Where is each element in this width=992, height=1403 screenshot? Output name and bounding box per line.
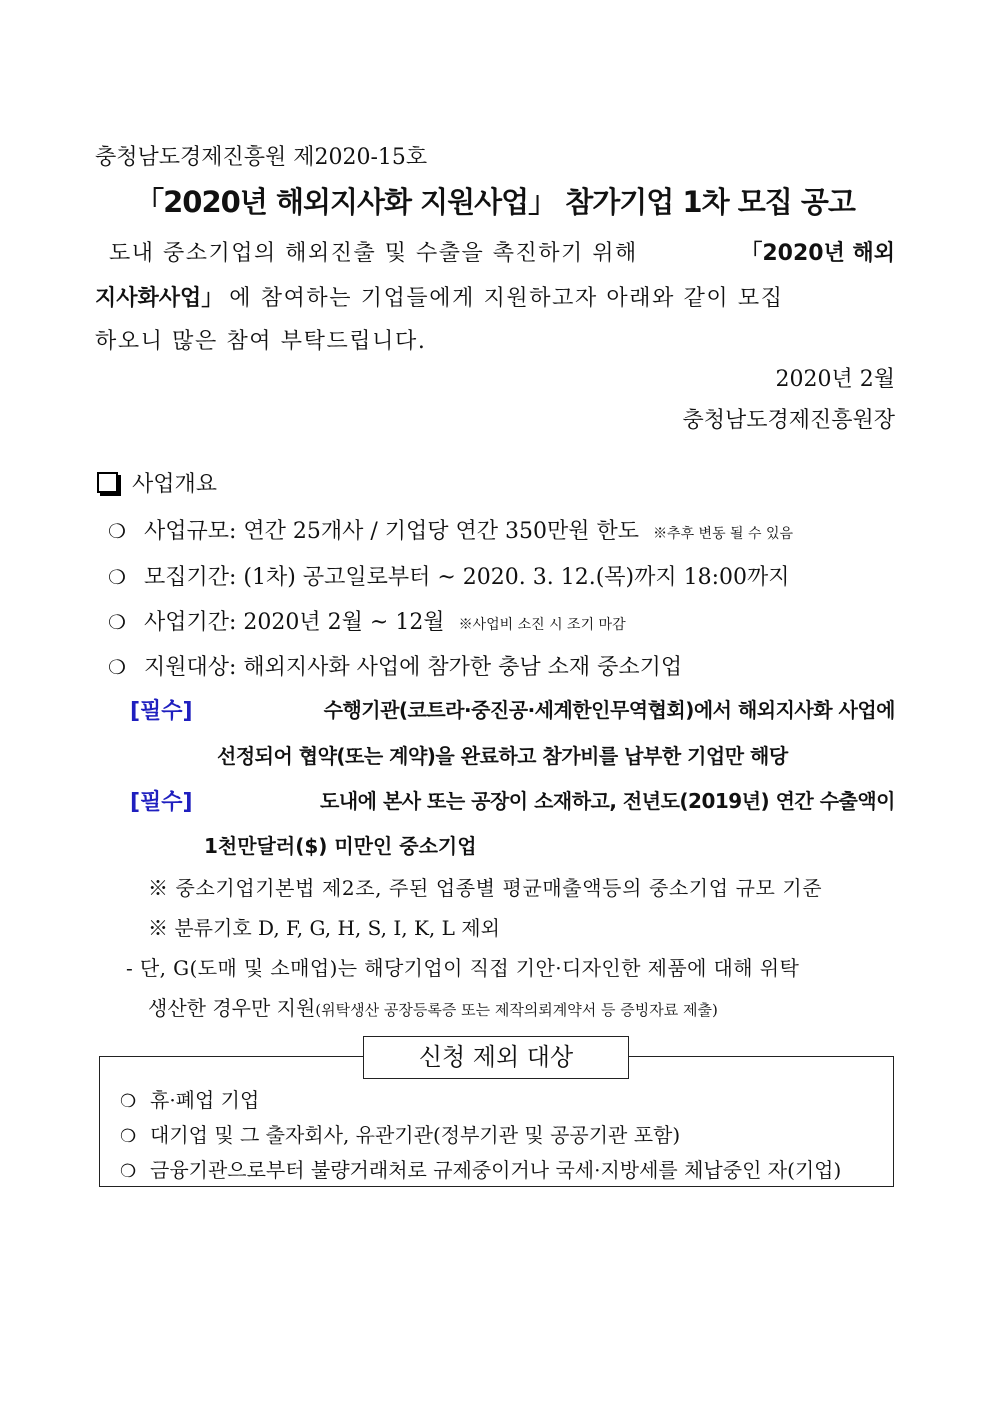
exception-line-2-main: 생산한 경우만 지원 [148, 996, 316, 1020]
intro-line-2-bold: 지사화사업」 [95, 286, 224, 311]
circle-bullet-icon: ❍ [120, 1091, 137, 1112]
overview-item-text: 지원대상: 해외지사화 사업에 참가한 충남 소재 중소기업 [144, 655, 683, 680]
exception-line-1: - 단, G(도매 및 소매업)는 해당기업이 직접 기안·디자인한 제품에 대해 위탁 [126, 956, 800, 980]
intro-line-1-bold: 「2020년 해외 [740, 241, 895, 266]
overview-item [108, 650, 682, 681]
circle-bullet-icon: ❍ [108, 610, 126, 634]
page-title: 「2020년 해외지사화 지원사업」 참가기업 1차 모집 공고 [135, 185, 855, 219]
overview-item [108, 514, 793, 545]
circle-bullet-icon: ❍ [108, 655, 126, 679]
overview-item-text: 사업기간: 2020년 2월 ~ 12월 [144, 610, 445, 635]
circle-bullet-icon: ❍ [120, 1161, 137, 1182]
intro-line-1 [95, 236, 895, 267]
exception-line-2-note: (위탁생산 공장등록증 또는 제작의뢰계약서 등 증빙자료 제출) [315, 1001, 718, 1019]
exclusion-item-text: 휴·폐업 기업 [150, 1088, 260, 1112]
overview-item-text: 사업규모: 연간 25개사 / 기업당 연간 350만원 한도 [144, 519, 640, 544]
intro-line-1-text: 도내 중소기업의 해외진출 및 수출을 촉진하기 위해 [109, 241, 638, 266]
circle-bullet-icon: ❍ [108, 519, 126, 543]
section-heading [95, 467, 217, 498]
requirement-text: 수행기관(코트라·중진공·세계한인무역협회)에서 해외지사화 사업에 [323, 698, 895, 722]
requirement-2-line-2: 1천만달러($) 미만인 중소기업 [204, 834, 477, 858]
overview-item [108, 605, 626, 636]
required-tag: [필수] [130, 790, 193, 815]
exclusion-item [120, 1154, 841, 1183]
circle-bullet-icon: ❍ [108, 565, 126, 589]
requirement-1-line-2: 선정되어 협약(또는 계약)을 완료하고 참가비를 납부한 기업만 해당 [217, 744, 788, 768]
exclusion-item [120, 1119, 680, 1148]
exception-line-2 [148, 992, 718, 1021]
requirement-2-line-1 [130, 785, 895, 816]
exclusion-box-title: 신청 제외 대상 [363, 1036, 629, 1079]
requirement-text: 도내에 본사 또는 공장이 소재하고, 전년도(2019년) 연간 수출액이 [320, 789, 895, 813]
reference-note: ※ 분류기호 D, F, G, H, S, I, K, L 제외 [148, 916, 500, 940]
issuer-name: 충청남도경제진흥원장 [682, 408, 895, 433]
overview-item [108, 560, 790, 591]
overview-item-note: ※사업비 소진 시 조기 마감 [458, 617, 626, 633]
notice-date: 2020년 2월 [775, 367, 895, 392]
required-tag: [필수] [130, 699, 193, 724]
reference-note: ※ 중소기업기본법 제2조, 주된 업종별 평균매출액등의 중소기업 규모 기준 [148, 876, 823, 900]
intro-line-2-text: 에 참여하는 기업들에게 지원하고자 아래와 같이 모집 [229, 286, 784, 311]
checkbox-icon [97, 472, 118, 493]
notice-number: 충청남도경제진흥원 제2020-15호 [95, 145, 428, 170]
exclusion-item [120, 1084, 259, 1113]
circle-bullet-icon: ❍ [120, 1126, 137, 1147]
intro-line-3: 하오니 많은 참여 부탁드립니다. [95, 329, 427, 354]
exclusion-item-text: 금융기관으로부터 불량거래처로 규제중이거나 국세·지방세를 체납중인 자(기업) [150, 1158, 842, 1182]
overview-item-text: 모집기간: (1차) 공고일로부터 ~ 2020. 3. 12.(목)까지 18:00까지 [144, 565, 790, 590]
overview-item-note: ※추후 변동 될 수 있음 [653, 526, 794, 542]
exclusion-item-text: 대기업 및 그 출자회사, 유관기관(정부기관 및 공공기관 포함) [150, 1123, 681, 1147]
section-title: 사업개요 [132, 472, 218, 497]
requirement-1-line-1 [130, 694, 895, 725]
intro-line-2 [95, 281, 895, 312]
